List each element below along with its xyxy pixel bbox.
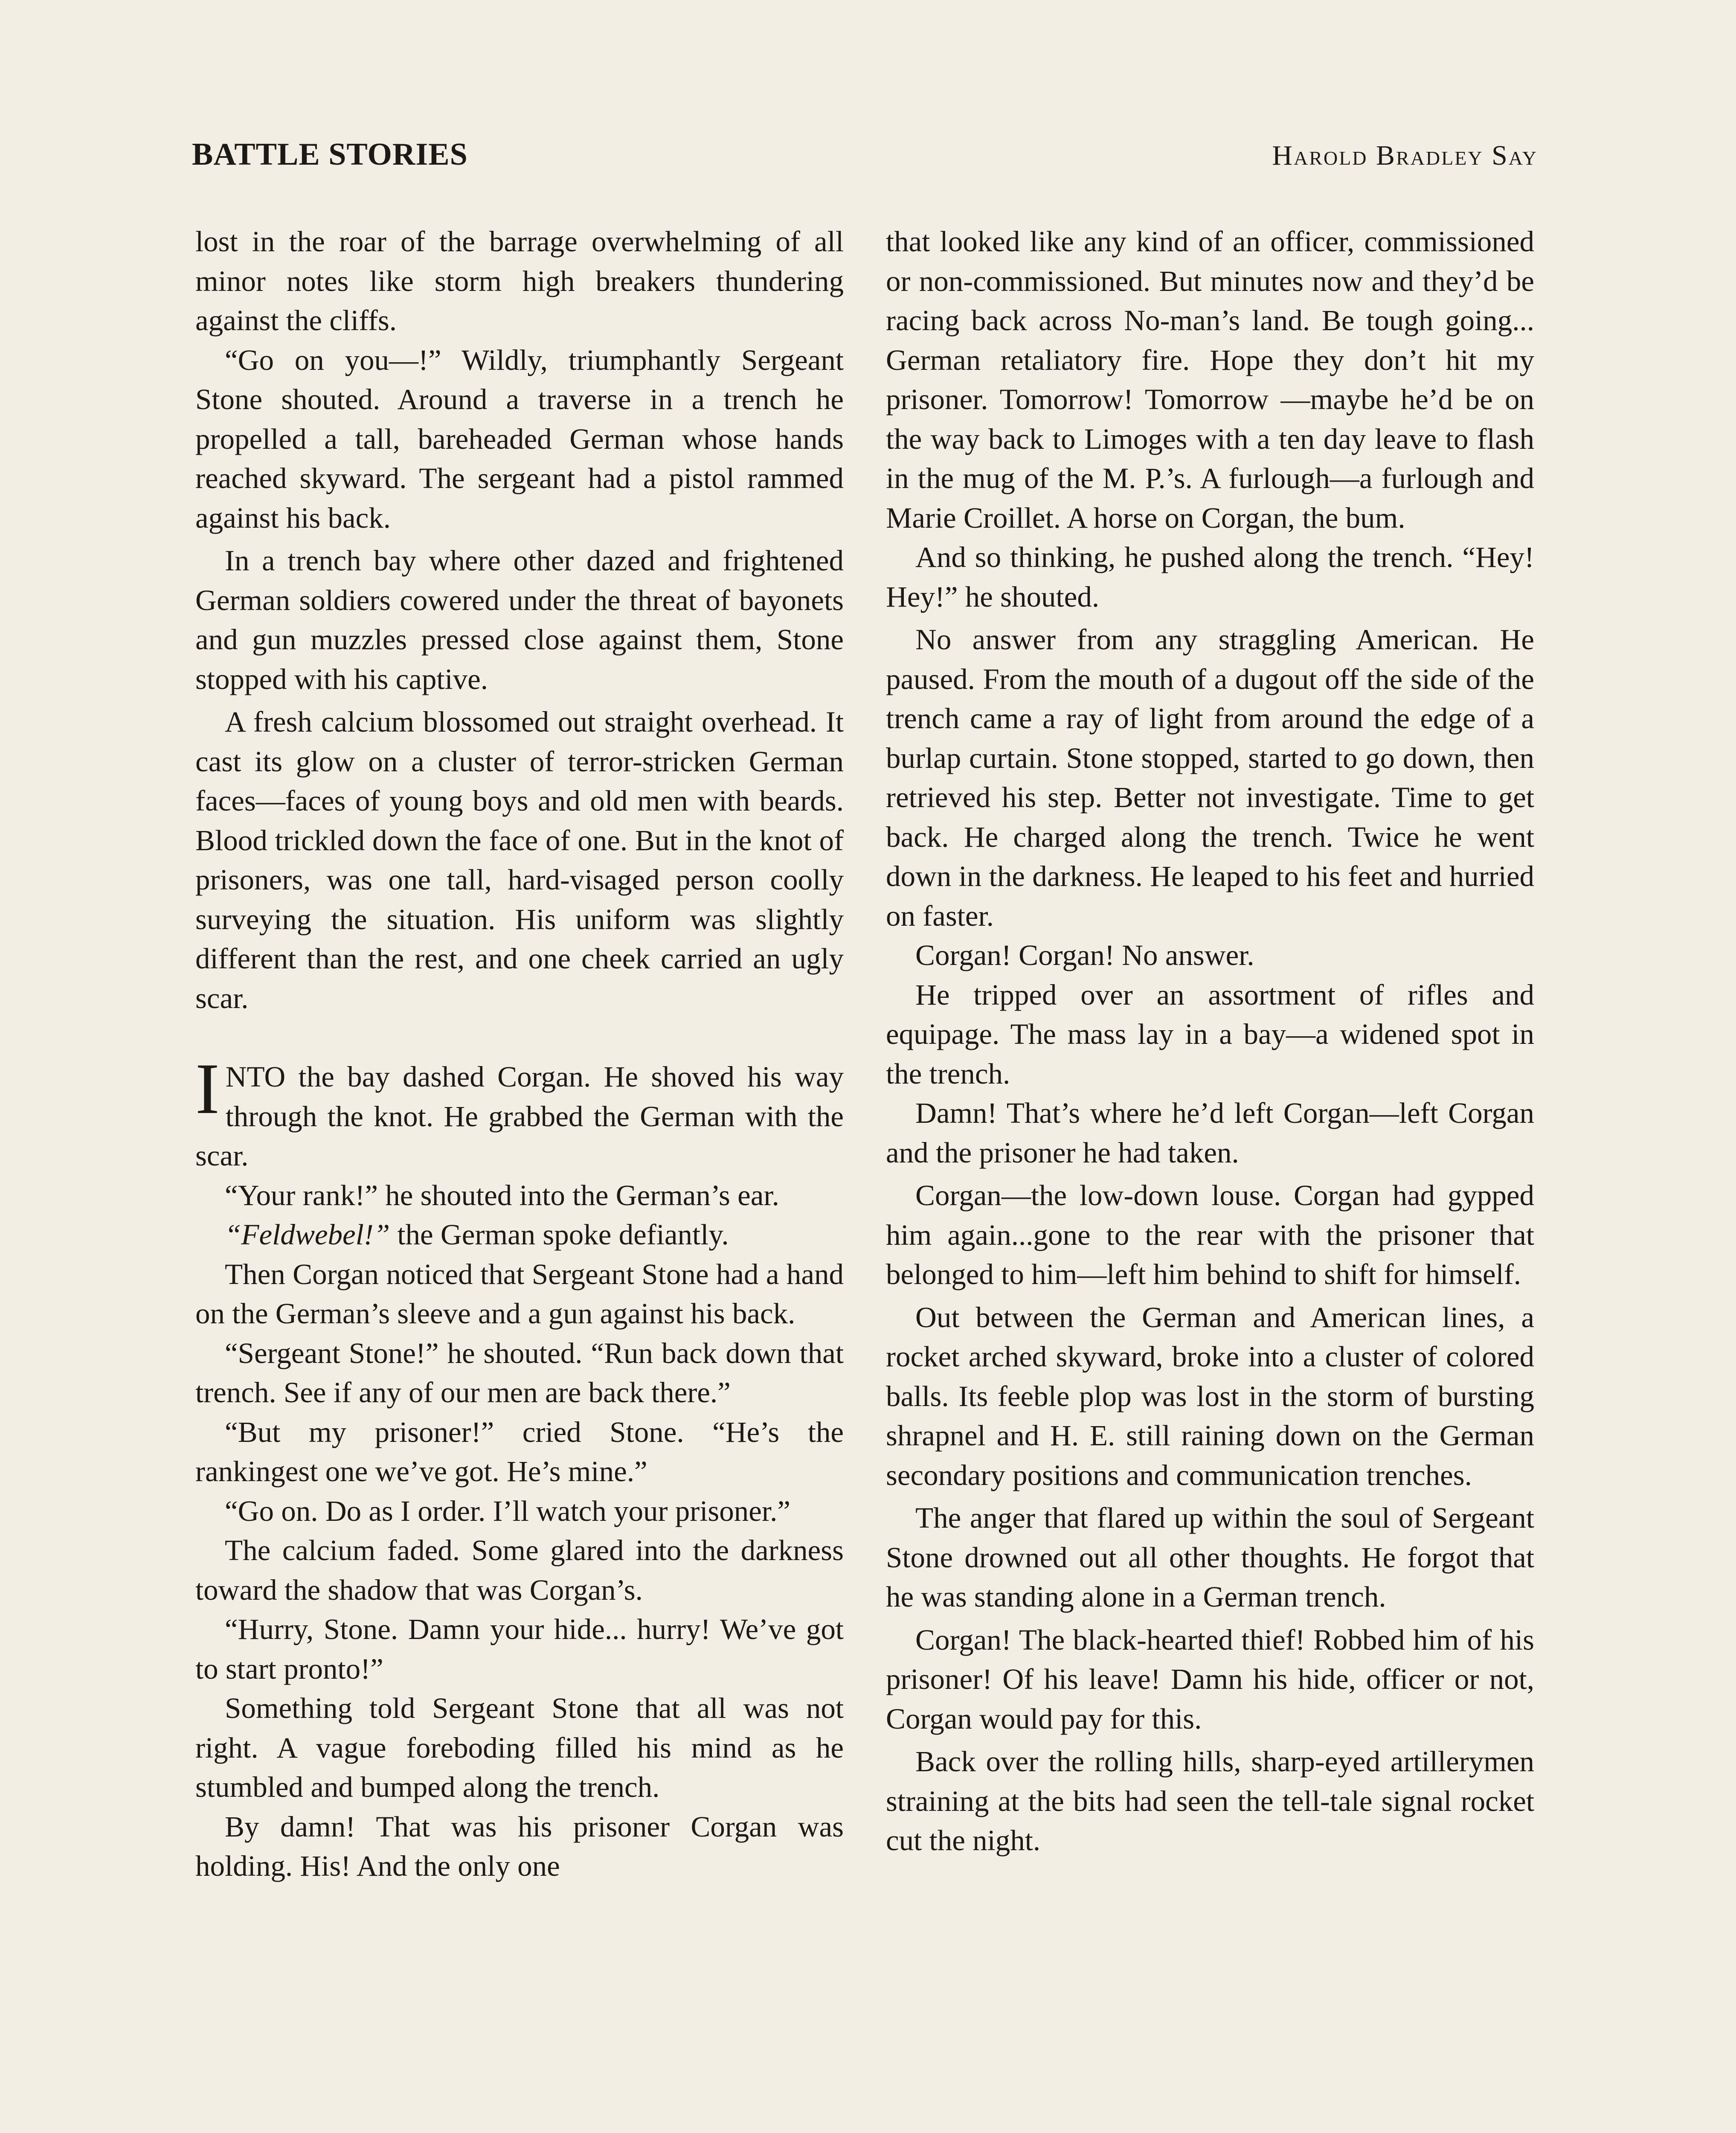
paragraph: No answer from any straggling American. He paused. From the mouth of a dugout off the side of the trench came a ray of light from around the edge of a burlap curtain. Stone stopped, started to go down, then retrieved his step. Better not investigate. Time to get back. He charged along the trench. Twice he went down in the darkness. He leaped to his feet and hurried on faster. [886, 623, 1534, 932]
paragraph: By damn! That was his prisoner Corgan was holding. His! And the only one [195, 1810, 844, 1882]
paragraph: “Sergeant Stone!” he shouted. “Run back down that trench. See if any of our men are back there.” [195, 1337, 844, 1409]
paragraph: Corgan! The black-hearted thief! Robbed him of his prisoner! Of his leave! Damn his hide, officer or not, Corgan would pay for this. [886, 1623, 1534, 1735]
paragraph: Corgan—the low-down louse. Corgan had gypped him again...gone to the rear with the prisoner that belonged to him—left him behind to shift for himself. [886, 1179, 1534, 1290]
right-column [886, 222, 1534, 1860]
paragraph: “Your rank!” he shouted into the German’s ear. [225, 1179, 779, 1212]
paragraph [195, 1215, 844, 1255]
feldwebel-quote: “Feldwebel!” [225, 1218, 390, 1251]
paragraph: Then Corgan noticed that Sergeant Stone had a hand on the German’s sleeve and a gun against his back. [195, 1258, 844, 1330]
author-name: Harold Bradley Say [1272, 140, 1538, 171]
paragraph: Damn! That’s where he’d left Corgan—left Corgan and the prisoner he had taken. [886, 1097, 1534, 1169]
paragraph: “Go on you—!” Wildly, triumphantly Sergeant Stone shouted. Around a traverse in a trench he propelled a tall, bareheaded German whose hands reached skyward. The sergeant had a pistol rammed against his back. [195, 343, 844, 534]
paragraph: A fresh calcium blossomed out straight overhead. It cast its glow on a cluster of terror-stricken German faces—faces of young boys and old men with beards. Blood trickled down the face of one. But in the knot of prisoners, was one tall, hard-visaged person coolly surveying the situation. His uniform was slightly different than the rest, and one cheek carried an ugly scar. [195, 706, 844, 1014]
left-column [195, 222, 844, 1886]
dropcap-letter: I [195, 1049, 220, 1129]
paragraph: “Go on. Do as I order. I’ll watch your prisoner.” [225, 1494, 790, 1527]
paragraph: And so thinking, he pushed along the trench. “Hey! Hey!” he shouted. [886, 541, 1534, 613]
paragraph: “But my prisoner!” cried Stone. “He’s the rankingest one we’ve got. He’s mine.” [195, 1415, 844, 1488]
paragraph: Out between the German and American lines, a rocket arched skyward, broke into a cluster of colored balls. Its feeble plop was lost in the storm of bursting shrapnel and H. E. still raining down on the German secondary positions and communication trenches. [886, 1301, 1534, 1491]
dropcap-paragraph [195, 1049, 844, 1176]
running-head [192, 137, 1538, 183]
magazine-title: BATTLE STORIES [192, 137, 468, 172]
paragraph: The anger that flared up within the soul of Sergeant Stone drowned out all other thoughts. He forgot that he was standing alone in a German trench. [886, 1502, 1534, 1613]
paragraph: In a trench bay where other dazed and frightened German soldiers cowered under the threat of bayonets and gun muzzles pressed close against them, Stone stopped with his captive. [195, 544, 844, 695]
paragraph: Back over the rolling hills, sharp-eyed artillerymen straining at the bits had seen the tell-tale signal rocket cut the night. [886, 1745, 1534, 1857]
paragraph: Something told Sergeant Stone that all was not right. A vague foreboding filled his mind as he stumbled and bumped along the trench. [195, 1692, 844, 1803]
paragraph: that looked like any kind of an officer, commissioned or non-commissioned. But minutes now and they’d be racing back across No-man’s land. Be tough going... German retaliatory fire. Hope they don’t hit my prisoner. Tomorrow! Tomorrow —maybe he’d be on the way back to Limoges with a ten day leave to flash in the mug of the M. P.’s. A furlough—a furlough and Marie Croillet. A horse on Corgan, the bum. [886, 225, 1534, 534]
dropcap-paragraph-text: NTO the bay dashed Corgan. He shoved his way through the knot. He grabbed the German with the scar. [195, 1061, 844, 1172]
feldwebel-rest: the German spoke defiantly. [390, 1218, 729, 1251]
paragraph: The calcium faded. Some glared into the darkness toward the shadow that was Corgan’s. [195, 1534, 844, 1606]
paragraph: Corgan! Corgan! No answer. [915, 939, 1254, 971]
paragraph: lost in the roar of the barrage overwhelming of all minor notes like storm high breakers thundering against the cliffs. [195, 225, 844, 337]
paragraph: “Hurry, Stone. Damn your hide... hurry! We’ve got to start pronto!” [195, 1613, 844, 1685]
paragraph: He tripped over an assortment of rifles and equipage. The mass lay in a bay—a widened spot in the trench. [886, 978, 1534, 1090]
